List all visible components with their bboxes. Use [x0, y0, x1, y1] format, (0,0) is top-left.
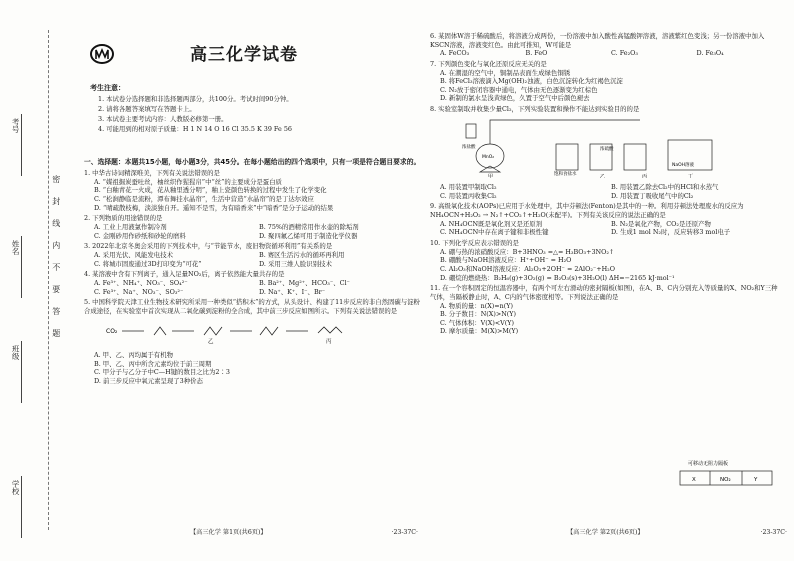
option: B. 用装置乙除去Cl₂中的HCl和水蒸气: [611, 183, 719, 192]
option: B. 硼酸与NaOH溶液反应：H⁺+OH⁻ = H₂O: [440, 256, 572, 265]
option: A. 硼与热的浓硝酸反应：B+3HNO₃ =△= H₃BO₃+3NO₂↑: [440, 247, 615, 256]
question-5: 5. 中国科学院天津工业生物技术研究所采用一种类似“搭积木”的方式，从头设计、构建了11步反应的非自然固碳与淀粉合成途径，在实验室中首次实现从二氧化碳到淀粉的全合成，其中前三步反应如图所示。下列有关说法错误的是: [84, 298, 420, 315]
product-label: 丙: [326, 339, 332, 346]
footer-code: ·23-37C·: [391, 529, 418, 536]
class-field: 班级: [11, 345, 21, 360]
option: B. 赛区生活污水的循环再利用: [259, 250, 345, 259]
option: D. 前三步反应中氧元素呈现了3种价态: [94, 376, 203, 385]
option: A. 甲、乙、丙均属于有机物: [94, 350, 173, 359]
option: D. 采用三维人脸识别技术: [259, 259, 332, 268]
question-2: 2. 下列物质的用途错误的是: [84, 214, 163, 223]
notice-heading: 考生注意：: [90, 84, 125, 92]
footer-page-label: 【高三化学 第2页(共6页)】: [567, 529, 644, 536]
notice-item: 4. 可能用到的相对原子质量：H 1 N 14 O 16 Cl 35.5 K 39 Fe 56: [98, 124, 292, 133]
page-footer-right: [567, 529, 787, 537]
option: A. FeCO₃: [440, 49, 470, 58]
option: D. “晴疏散枝梅，淡淡独自开。遥知不是雪，为有暗香来”中“暗香”是分子运动的结果: [94, 203, 334, 212]
option: B. Ba²⁺、Mg²⁺、HCO₃⁻、Cl⁻: [259, 278, 350, 287]
page-footer-left: [190, 529, 418, 537]
exam-notice: [90, 84, 420, 135]
option: C. 金刚砂用作砂纸和砂轮的磨料: [94, 231, 186, 240]
exam-number-field: 考号: [11, 118, 21, 133]
option: B. N₂是氧化产物，CO₂是还原产物: [611, 219, 711, 228]
compartment-label: Y: [754, 477, 758, 483]
option: A. 采用光伏、风能发电技术: [94, 250, 173, 259]
apparatus-label-a: 甲: [488, 173, 494, 178]
option: D. 生成1 mol N₂时，反应转移3 mol电子: [611, 228, 731, 237]
left-column: [84, 158, 424, 385]
option: B. 将FeCl₃溶液滴入Mg(OH)₂浊液，白色沉淀转化为红褐色沉淀: [440, 77, 623, 86]
option: C. Fe³⁺、Na⁺、NO₃⁻、SO₃²⁻: [94, 287, 184, 296]
publisher-logo-icon: [90, 44, 114, 64]
question-7: 7. 下列颜色变化与氧化还原反应无关的是: [430, 59, 547, 68]
option: D. 聚四氟乙烯可用于制造化学仪器: [259, 231, 358, 240]
reaction-pathway-diagram: [104, 317, 384, 345]
seal-line: [48, 30, 49, 530]
binding-margin: [0, 0, 62, 561]
reagent-label: 浓盐酸: [462, 144, 476, 150]
apparatus-label-b: 乙: [600, 173, 606, 178]
option: C. 将城市固废通过3D打印变为“可花”: [94, 259, 202, 268]
option: B. “白釉青花一火成，花从釉里透分明”，釉上瓷颜色转换的过程中发生了化学变化: [94, 186, 327, 195]
reagent-label: NaOH溶液: [672, 162, 695, 168]
container-partition-diagram: [676, 459, 776, 489]
compartment-label: NO₂: [720, 477, 731, 483]
option: B. 75%的酒精常用作水壶的除垢剂: [259, 223, 359, 232]
name-field: 姓名: [11, 240, 21, 255]
option: D. Na⁺、K⁺、I⁻、Br⁻: [259, 287, 326, 296]
apparatus-diagram: [460, 116, 720, 178]
option: D. 摩尔质量：M(X)>M(Y): [440, 327, 519, 336]
footer-code: ·23-37C·: [760, 529, 787, 536]
question-6: 6. 某固体W溶于稀硫酸后，将溶液分成两份，一份溶液中加入酸性高锰酸钾溶液，溶液紫红色变浅；另一份溶液中加入KSCN溶液，溶液变红色。由此可推知，W可能是: [430, 32, 765, 49]
question-1: 1. 中华古诗词精深唯美，下列有关说法错误的是: [84, 169, 220, 178]
option: B. 甲、乙、丙中所含元素均位于前三周期: [94, 359, 212, 368]
reagent-label: MnO₂: [482, 154, 495, 160]
question-11: 11. 在一个容积固定的恒温容器中，有两个可左右滑动的密封隔板(如图)，在A、B、C内分别充入等质量的X、NO₂和Y三种气体，当隔板静止时，A、C内的气体密度相等。下列说法正确的是: [430, 284, 778, 301]
option: C. Al₂O₃和NaOH溶液反应：Al₂O₃+2OH⁻ = 2AlO₂⁻+H₂O: [440, 264, 615, 273]
option: C. 气体体积：V(X)<V(Y): [440, 318, 515, 327]
option: D. 硼烷的燃烧热：B₂H₆(g)+3O₂(g) = B₂O₃(s)+3H₂O(l) ΔH=−2165 kJ·mol⁻¹: [440, 273, 675, 282]
option: A. NH₄OCN既是氧化剂又是还原剂: [440, 219, 543, 228]
diagram-caption: 可移动无阻力隔板: [688, 461, 729, 467]
option: C. 甲分子与乙分子中C—H键的数目之比为2∶3: [94, 368, 230, 377]
option: A. “媒祖掘炭蚕吐丝，柚丝织作猩猩帛”中“丝”的主要成分是蛋白质: [94, 177, 282, 186]
option: C. “松涧静临是流粉，潭布舞挂水晶帘”，生活中营造“水晶帘”的是丁达尔效应: [94, 195, 314, 204]
notice-item: 2. 请将各题答案填写在答题卡上。: [98, 105, 196, 114]
option: D. 新制的氯水呈浅黄绿色，久置于空气中后颜色褪去: [440, 94, 590, 103]
reactant-label: CO₂: [106, 328, 118, 336]
apparatus-label-c: 丙: [642, 173, 648, 178]
notice-item: 3. 本试卷主要考试内容：人教版必修第一册。: [98, 115, 228, 124]
option: C. N₂放于密闭容器中通电，气体由无色逐渐变为红棕色: [440, 85, 598, 94]
reagent-label: 浓硫酸: [600, 146, 614, 152]
option: D. Fe₃O₄: [696, 49, 724, 58]
compartment-label: X: [692, 477, 696, 483]
right-column: [430, 30, 782, 336]
option: A. 工业上用液氯作制冷剂: [94, 223, 167, 232]
seal-line-text: 密封线内不要答题: [51, 175, 61, 351]
option: B. 分子数目：N(X)>N(Y): [440, 310, 516, 319]
reagent-label: 饱和食盐水: [554, 171, 577, 177]
school-field: 学校: [11, 480, 21, 495]
option: A. Fe³⁺、NH₄⁺、NO₃⁻、SO₄²⁻: [94, 278, 188, 287]
option: C. NH₄OCN中存在离子键和非极性键: [440, 228, 549, 237]
intermediate-label: 乙: [208, 339, 214, 346]
question-3: 3. 2022年北京冬奥会采用的下列技术中，与“节能节水，废旧物资循环利用”有关系的是: [84, 242, 333, 251]
question-9: 9. 高级氧化技术(AOPs)已应用于水处理中，其中芬顿法(Fenton)是其中的一种。利用芬顿法处理废水的反应为NH₄OCN+H₂O₂ → N₂↑+CO₂↑+H₂O(未配平)。下列有关该反应的说法正确的是: [430, 202, 744, 220]
notice-item: 1. 本试卷分选择题和非选择题两部分，共100分。考试时间90分钟。: [98, 95, 293, 104]
question-4: 4. 某溶液中含有下列离子，通入足量NO₂后，离子依然能大量共存的是: [84, 270, 285, 279]
option: A. 在潮湿的空气中，铜制品表面生成绿色铜锈: [440, 68, 571, 77]
section-title: 一、选择题：本题共15小题，每小题3分，共45分。在每小题给出的四个选项中，只有一项是符合题目要求的。: [84, 158, 421, 166]
option: D. 用装置丁吸收尾气中的Cl₂: [611, 191, 694, 200]
option: C. Fe₂O₃: [611, 49, 638, 58]
footer-page-label: 【高三化学 第1页(共6页)】: [190, 529, 267, 536]
option: A. 物质的量：n(X)=n(Y): [440, 301, 513, 310]
apparatus-label-d: 丁: [688, 173, 694, 178]
option: C. 用装置丙收集Cl₂: [440, 191, 497, 200]
question-10: 10. 下列化学反应表示错误的是: [430, 239, 519, 248]
option: A. 用装置甲制取Cl₂: [440, 183, 497, 192]
question-8: 8. 实验室制取并收集少量Cl₂，下列实验装置和操作不能达到实验目的的是: [430, 105, 640, 114]
page-title: 高三化学试卷: [190, 45, 298, 65]
option: B. FeO: [525, 49, 548, 58]
